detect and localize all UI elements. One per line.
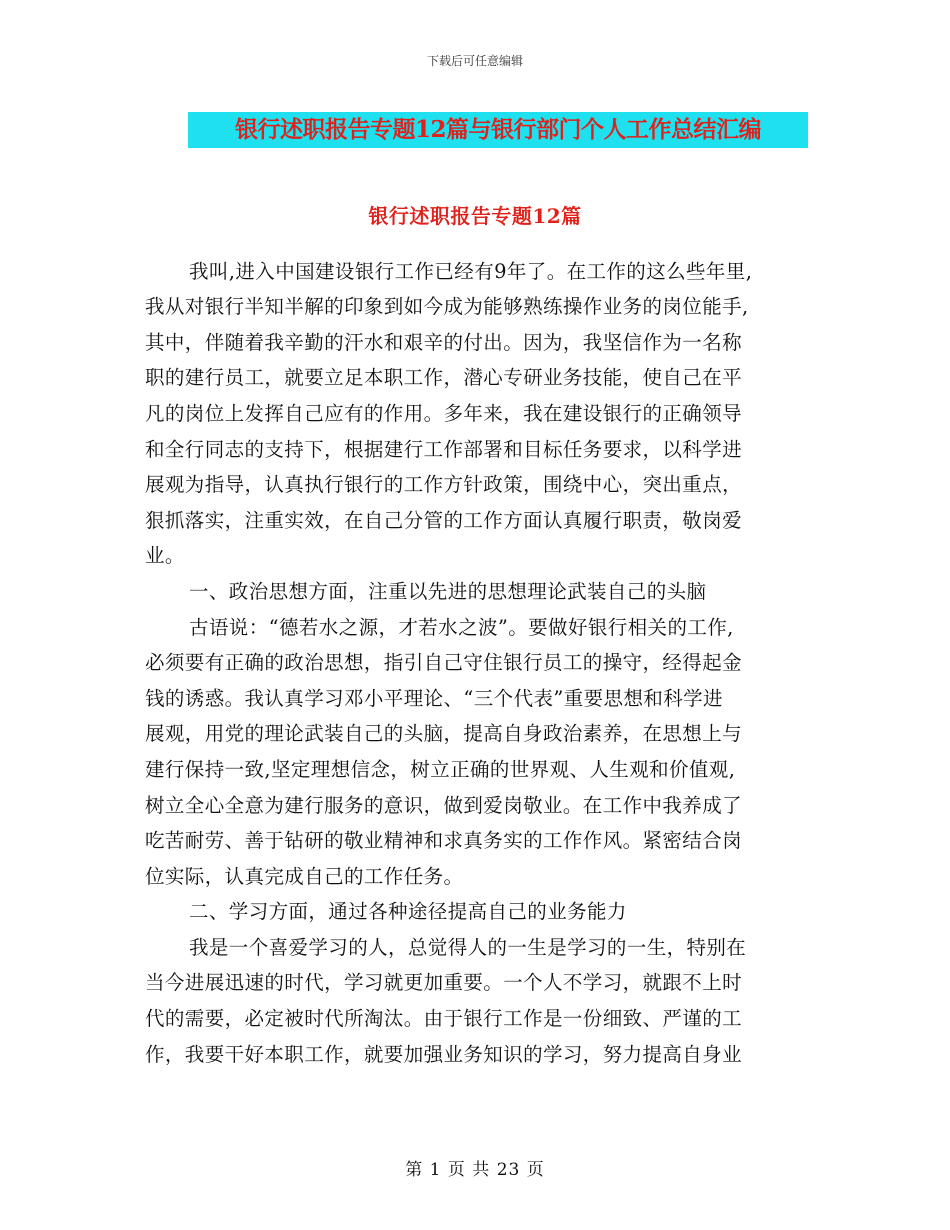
text-line: 狠抓落实，注重实效，在自己分管的工作方面认真履行职责，敬岗爱 [145, 508, 743, 532]
text-line: 树立全心全意为建行服务的意识，做到爱岗敬业。在工作中我养成了 [145, 793, 743, 817]
section-heading: 二、学习方面，通过各种途径提高自己的业务能力 [189, 900, 627, 924]
text-line: 必须要有正确的政治思想，指引自己守住银行员工的操守，经得起金 [145, 651, 743, 675]
main-title-highlight [188, 112, 808, 148]
text-line: 钱的诱惑。我认真学习邓小平理论、“三个代表”重要思想和科学进 [145, 686, 723, 710]
text-line: 业。 [145, 544, 185, 568]
header-note: 下载后可任意编辑 [426, 54, 523, 68]
section-title: 银行述职报告专题12篇 [368, 204, 582, 228]
text-line: 建行保持一致,坚定理想信念，树立正确的世界观、人生观和价值观, [145, 757, 736, 781]
body-text [145, 218, 815, 1072]
text-line: 展观为指导，认真执行银行的工作方针政策，围绕中心，突出重点， [145, 473, 743, 497]
text-line: 和全行同志的支持下，根据建行工作部署和目标任务要求，以科学进 [145, 437, 743, 461]
text-line: 展观，用党的理论武装自己的头脑，提高自身政治素养，在思想上与 [145, 722, 743, 746]
text-line: 我是一个喜爱学习的人，总觉得人的一生是学习的一生，特别在 [189, 935, 747, 959]
text-line: 吃苦耐劳、善于钻研的敬业精神和求真务实的工作作风。紧密结合岗 [145, 829, 743, 853]
text-line: 古语说：“德若水之源，才若水之波”。要做好银行相关的工作, [189, 615, 734, 639]
main-title: 银行述职报告专题12篇与银行部门个人工作总结汇编 [234, 116, 761, 143]
text-line: 我叫,进入中国建设银行工作已经有9年了。在工作的这么些年里, [189, 259, 753, 283]
text-line [145, 218, 815, 254]
page-footer: 第 1 页 共 23 页 [405, 1160, 545, 1180]
section-heading: 一、政治思想方面，注重以先进的思想理论武装自己的头脑 [189, 579, 707, 603]
text-line: 我从对银行半知半解的印象到如今成为能够熟练操作业务的岗位能手, [145, 295, 749, 319]
text-line: 位实际，认真完成自己的工作任务。 [145, 864, 464, 888]
text-line: 代的需要，必定被时代所淘汰。由于银行工作是一份细致、严谨的工 [145, 1007, 743, 1031]
text-line: 作，我要干好本职工作，就要加强业务知识的学习，努力提高自身业 [145, 1042, 743, 1066]
text-line: 其中，伴随着我辛勤的汗水和艰辛的付出。因为，我坚信作为一名称 [145, 330, 743, 354]
text-line: 凡的岗位上发挥自己应有的作用。多年来，我在建设银行的正确领导 [145, 401, 743, 425]
text-line: 当今进展迅速的时代，学习就更加重要。一个人不学习，就跟不上时 [145, 971, 743, 995]
text-line: 职的建行员工，就要立足本职工作，潜心专研业务技能，使自己在平 [145, 366, 743, 390]
